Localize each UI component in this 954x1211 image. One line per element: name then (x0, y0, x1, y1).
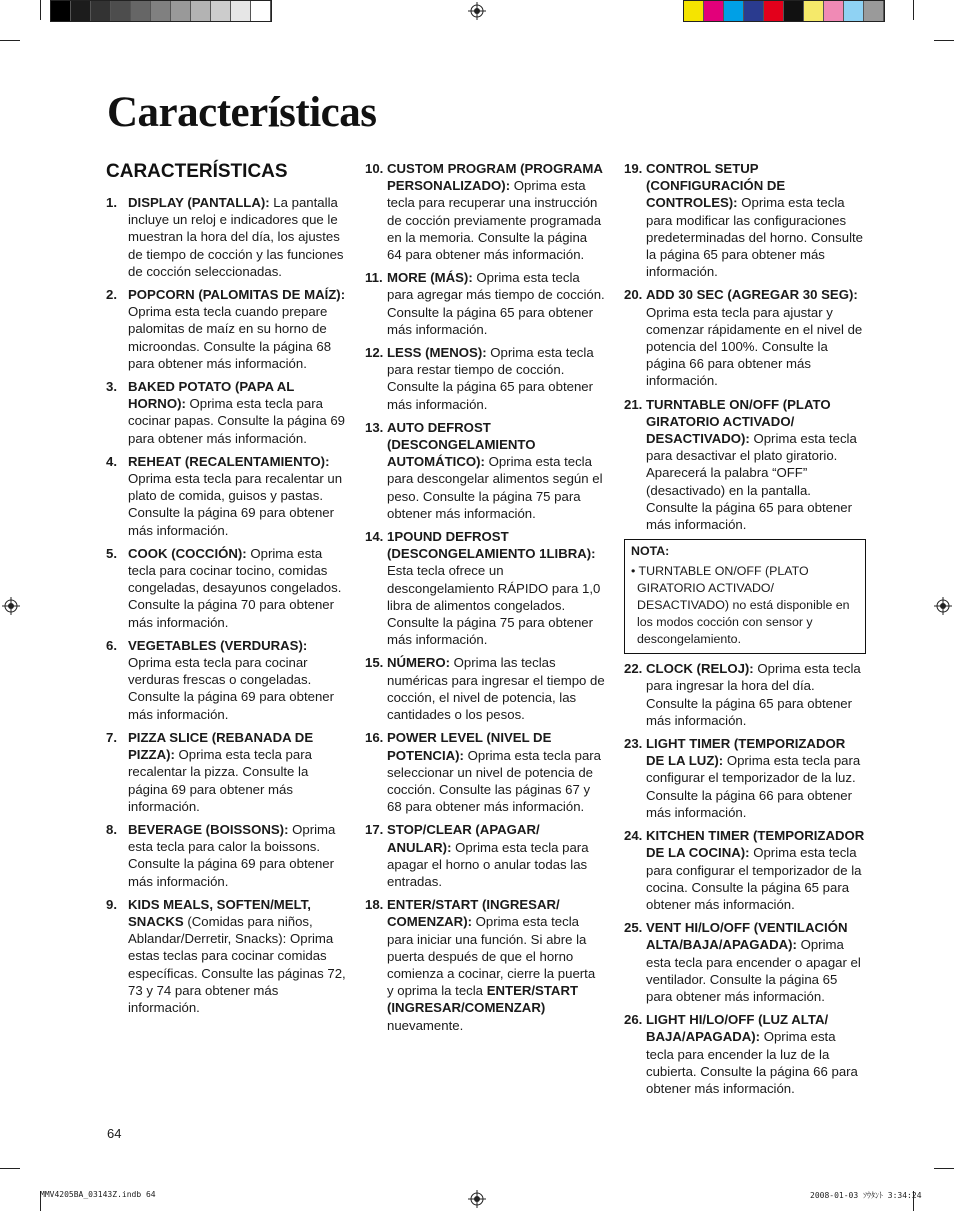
list-item (106, 729, 346, 815)
item-number: 1. (106, 195, 117, 210)
item-number: 11. (365, 270, 383, 286)
item-number: 2. (106, 287, 117, 303)
list-item (365, 654, 605, 723)
crop-mark (913, 0, 914, 20)
item-number: 18. (365, 897, 384, 913)
item-description: Oprima esta tecla para ingresar la hora del día. Consulte la página 65 para obtener más información. (646, 661, 861, 728)
item-label: LIGHT HI/LO/OFF (LUZ ALTA/ BAJA/APAGADA): (646, 1012, 829, 1045)
list-item (106, 378, 346, 447)
item-number: 22. (624, 661, 643, 677)
item-number: 12. (365, 345, 384, 361)
item-description: Oprima esta tecla para cocinar tocino, comidas congeladas, desayunos congelados. Consulte la página 70 para obtener más información. (128, 545, 342, 630)
item-number: 15. (365, 655, 384, 671)
item-number: 26. (624, 1012, 643, 1028)
feature-list (624, 160, 866, 533)
gray-swatch (251, 1, 271, 21)
registration-mark-icon (2, 597, 20, 615)
list-item (106, 194, 346, 280)
gray-swatch (211, 1, 231, 21)
item-label: BAKED POTATO (PAPA AL HORNO): (128, 379, 295, 412)
list-item (106, 545, 346, 631)
column-left (106, 160, 346, 1022)
item-label: DISPLAY (PANTALLA): (128, 195, 270, 210)
list-item (624, 660, 866, 729)
grayscale-calibration-bar (50, 0, 272, 22)
item-number: 20. (624, 287, 643, 303)
item-number: 5. (106, 545, 117, 561)
list-item (106, 637, 346, 723)
item-description: Oprima esta tecla para descongelar alimentos según el peso. Consulte la página 75 para obtener más información. (387, 454, 603, 521)
color-swatch (704, 1, 724, 21)
item-label: KITCHEN TIMER (TEMPORIZADOR DE LA COCINA): (646, 828, 865, 861)
item-description: Oprima esta tecla para encender la luz de la cubierta. Consulte la página 66 para obtener más información. (646, 1029, 858, 1096)
item-description: Oprima esta tecla para encender o apagar el ventilador. Consulte la página 65 para obtener más información. (646, 937, 861, 1004)
color-swatch (844, 1, 864, 21)
item-label: VEGETABLES (VERDURAS): (128, 637, 308, 653)
list-item (106, 896, 346, 1016)
color-calibration-bar (683, 0, 885, 22)
list-item (624, 160, 866, 280)
gray-swatch (51, 1, 71, 21)
item-label: PIZZA SLICE (REBANADA DE PIZZA): (128, 729, 314, 763)
item-description: Oprima esta tecla para agregar más tiempo de cocción. Consulte la página 65 para obtener más información. (387, 270, 605, 337)
item-label: ADD 30 SEC (AGREGAR 30 SEG): (646, 287, 858, 303)
print-slug-file: MMV4205BA_03143Z.indb 64 (40, 1190, 156, 1199)
list-item (365, 160, 605, 263)
page-title: Características (107, 89, 377, 136)
item-label: LESS (MENOS): (387, 345, 487, 361)
item-number: 16. (365, 730, 384, 746)
item-number: 10. (365, 161, 384, 176)
item-number: 19. (624, 161, 643, 176)
list-item (365, 729, 605, 815)
color-swatch (764, 1, 784, 21)
item-description: Oprima esta tecla para cocinar verduras frescas o congeladas. Consulte la página 69 para obtener más información. (128, 655, 335, 722)
color-swatch (864, 1, 884, 21)
list-item (106, 286, 346, 372)
crop-mark (934, 40, 954, 41)
item-description: Oprima esta tecla para restar tiempo de cocción. Consulte la página 65 para obtener más información. (387, 345, 594, 412)
registration-mark-icon (934, 597, 952, 615)
list-item (365, 528, 605, 648)
item-description: Oprima esta tecla para modificar las configuraciones predeterminadas del horno. Consulte la página 65 para obtener más información. (646, 195, 863, 280)
list-item (624, 735, 866, 821)
list-item (624, 1011, 866, 1097)
item-description: Oprima esta tecla para ajustar y comenzar rápidamente en el nivel de potencia del 100%. Consulte la página 66 para obtener más información. (646, 304, 863, 389)
item-label: REHEAT (RECALENTAMIENTO): (128, 453, 330, 469)
list-item (365, 269, 605, 338)
item-number: 9. (106, 896, 117, 912)
column-right (624, 160, 866, 1103)
item-number: 13. (365, 419, 384, 435)
item-description: Oprima esta tecla para recuperar una instrucción de cocción previamente programada en la memoria. Consulte la página 64 para obtener más información. (387, 178, 602, 263)
section-heading: CARACTERÍSTICAS (106, 161, 288, 182)
item-number: 25. (624, 920, 643, 936)
gray-swatch (231, 1, 251, 21)
list-item (365, 344, 605, 413)
page-number: 64 (107, 1126, 122, 1141)
item-label-inline: ENTER/START (INGRESAR/COMENZAR) (387, 983, 579, 1016)
item-description-end: nuevamente. (387, 1017, 464, 1033)
item-label: CUSTOM PROGRAM (PROGRAMA PERSONALIZADO): (387, 161, 603, 194)
item-number: 17. (365, 822, 384, 838)
feature-list (106, 194, 346, 1016)
crop-mark (0, 40, 20, 41)
color-swatch (724, 1, 744, 21)
list-item (624, 396, 866, 534)
item-description: Oprima esta tecla para cocinar papas. Consulte la página 69 para obtener más información. (128, 396, 346, 446)
item-label: CONTROL SETUP (CONFIGURACIÓN DE CONTROLES): (646, 161, 786, 211)
item-description: Oprima esta tecla para desactivar el plato giratorio. Aparecerá la palabra “OFF” (desactivado) en la pantalla. Consulte la página 65 para obtener más información. (646, 431, 857, 533)
gray-swatch (111, 1, 131, 21)
item-description: La pantalla incluye un reloj e indicadores que le muestran la hora del día, los ajustes de tiempo de cocción y las funciones de cocción seleccionadas. (128, 195, 344, 279)
item-label: AUTO DEFROST (DESCONGELAMIENTO AUTOMÁTICO): (387, 419, 536, 470)
gray-swatch (171, 1, 191, 21)
item-description: Oprima las teclas numéricas para ingresar el tiempo de cocción, el nivel de potencia, las cantidades o los pesos. (387, 655, 605, 723)
item-label: COOK (COCCIÓN): (128, 545, 247, 561)
item-label: MORE (MÁS): (387, 270, 473, 286)
item-description: Oprima esta tecla para recalentar un plato de comida, guisos y pastas. Consulte la página 69 para obtener más información. (128, 471, 343, 538)
note-box (624, 539, 866, 654)
item-description: Esta tecla ofrece un descongelamiento RÁPIDO para 1,0 libra de alimentos congelados. Consulte la página 75 para obtener más información. (387, 563, 601, 648)
item-label: 1POUND DEFROST (DESCONGELAMIENTO 1LIBRA): (387, 529, 596, 562)
item-description: Oprima esta tecla para iniciar una función. Si abre la puerta después de que el horno comienza a cocinar, cierre la puerta y oprima la tecla (387, 914, 596, 999)
list-item (624, 919, 866, 1005)
gray-swatch (151, 1, 171, 21)
item-number: 6. (106, 637, 117, 653)
gray-swatch (191, 1, 211, 21)
item-number: 14. (365, 529, 384, 545)
item-description: Oprima esta tecla para calor la boissons. Consulte la página 69 para obtener más información. (128, 821, 336, 889)
item-number: 24. (624, 828, 643, 844)
item-label: VENT HI/LO/OFF (VENTILACIÓN ALTA/BAJA/APAGADA): (646, 920, 848, 953)
list-item (365, 896, 605, 1034)
crop-mark (40, 0, 41, 20)
gray-swatch (71, 1, 91, 21)
note-text: • TURNTABLE ON/OFF (PLATO GIRATORIO ACTIVADO/ DESACTIVADO) no está disponible en los modos cocción con sensor y descongelamiento. (631, 564, 850, 647)
item-label: TURNTABLE ON/OFF (PLATO GIRATORIO ACTIVADO/ DESACTIVADO): (646, 396, 831, 447)
color-swatch (744, 1, 764, 21)
item-description: Oprima esta tecla para apagar el horno o anular todas las entradas. (387, 839, 589, 889)
item-label: CLOCK (RELOJ): (646, 661, 754, 677)
item-description: Oprima esta tecla cuando prepare palomitas de maíz en su horno de microondas. Consulte la página 68 para obtener más información. (128, 304, 332, 371)
crop-mark (934, 1168, 954, 1169)
color-swatch (784, 1, 804, 21)
item-description: Oprima esta tecla para seleccionar un nivel de potencia de cocción. Consulte las páginas 67 y 68 para obtener más información. (387, 747, 602, 815)
column-middle (365, 160, 605, 1040)
item-label: STOP/CLEAR (APAGAR/ ANULAR): (387, 822, 540, 855)
gray-swatch (91, 1, 111, 21)
color-swatch (804, 1, 824, 21)
item-description: Oprima esta tecla para configurar el temporizador de la cocina. Consulte la página 65 para obtener más información. (646, 845, 862, 912)
item-description: Oprima esta tecla para recalentar la pizza. Consulte la página 69 para obtener más información. (128, 747, 312, 814)
item-label: POWER LEVEL (NIVEL DE POTENCIA): (387, 730, 552, 763)
item-label: ENTER/START (INGRESAR/ COMENZAR): (387, 897, 560, 930)
list-item (624, 286, 866, 389)
item-number: 21. (624, 396, 643, 412)
color-swatch (684, 1, 704, 21)
list-item (106, 453, 346, 539)
item-number: 4. (106, 453, 117, 469)
list-item (365, 419, 605, 522)
item-label: LIGHT TIMER (TEMPORIZADOR DE LA LUZ): (646, 736, 846, 769)
list-item (365, 821, 605, 890)
item-number: 3. (106, 379, 117, 395)
feature-list (624, 660, 866, 1097)
feature-list (365, 160, 605, 1034)
item-label: KIDS MEALS, SOFTEN/MELT, SNACKS (128, 896, 311, 929)
registration-mark-icon (468, 2, 486, 20)
item-number: 8. (106, 821, 117, 837)
item-description: Oprima esta tecla para configurar el temporizador de la luz. Consulte la página 66 para obtener más información. (646, 753, 861, 820)
item-label: POPCORN (PALOMITAS DE MAÍZ): (128, 287, 346, 303)
note-title: NOTA: (631, 544, 670, 559)
item-label: BEVERAGE (BOISSONS): (128, 821, 289, 837)
gray-swatch (131, 1, 151, 21)
registration-mark-icon (468, 1190, 486, 1208)
item-description: (Comidas para niños, Ablandar/Derretir, Snacks): Oprima estas teclas para cocinar comidas específicas. Consulte las páginas 72, 73 y 74 para obtener más información. (128, 913, 346, 1015)
item-number: 7. (106, 729, 117, 745)
list-item (106, 821, 346, 890)
color-swatch (824, 1, 844, 21)
list-item (624, 827, 866, 913)
item-number: 23. (624, 736, 643, 752)
crop-mark (0, 1168, 20, 1169)
item-label: NÚMERO: (387, 655, 451, 671)
print-slug-timestamp: 2008-01-03 ｿｳﾀﾝﾄ 3:34:24 (810, 1191, 922, 1200)
